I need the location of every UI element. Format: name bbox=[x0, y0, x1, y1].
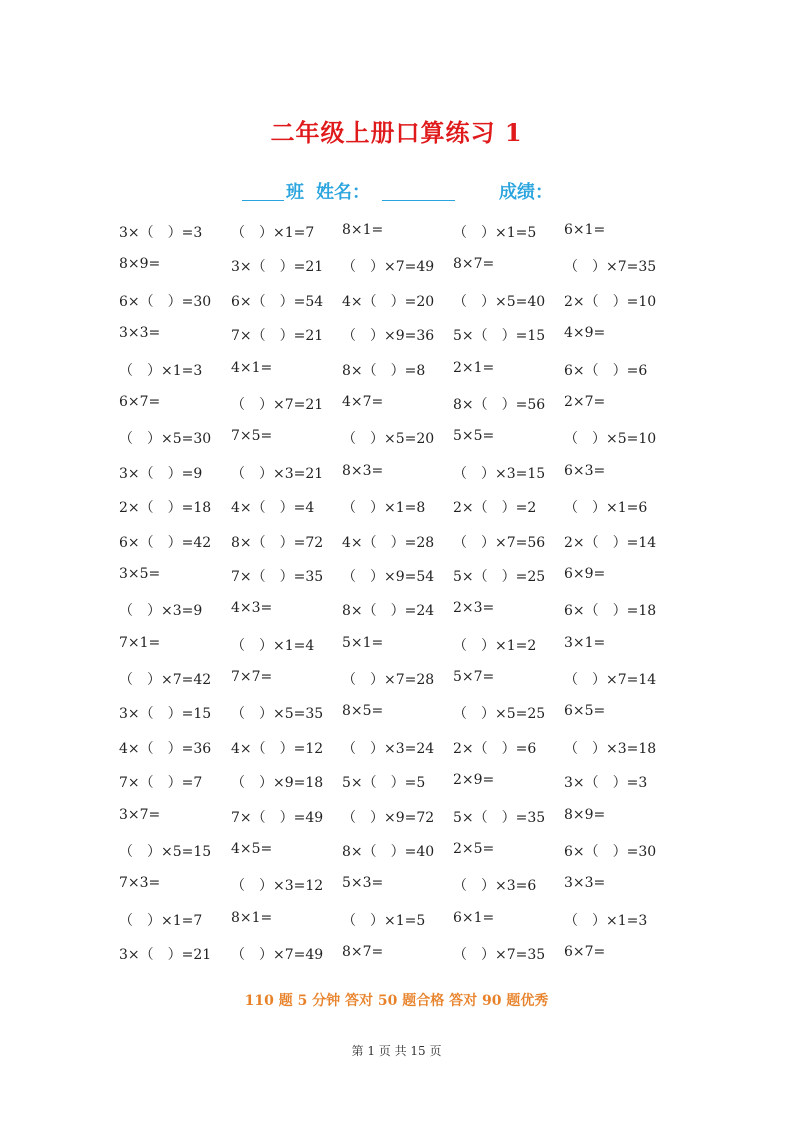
problem-row bbox=[0, 807, 793, 841]
student-info-line bbox=[0, 178, 793, 204]
problem-item: 4×（ ）=36 bbox=[119, 740, 212, 757]
problem-item: （ ）×3=24 bbox=[342, 740, 435, 757]
problem-item: 2×（ ）=2 bbox=[453, 500, 537, 517]
problem-row bbox=[0, 497, 793, 531]
name-blank[interactable] bbox=[382, 178, 455, 201]
problem-item: （ ）×3=21 bbox=[231, 465, 324, 482]
problem-item: 7×1= bbox=[119, 634, 161, 651]
problem-item: （ ）×7=42 bbox=[119, 672, 212, 689]
problem-item: （ ）×7=14 bbox=[564, 672, 657, 689]
problem-item: 4×5= bbox=[231, 841, 273, 858]
problem-row bbox=[0, 875, 793, 909]
problem-item: 5×（ ）=15 bbox=[453, 328, 546, 345]
problem-item: （ ）×7=49 bbox=[342, 259, 435, 276]
problem-row bbox=[0, 635, 793, 669]
problem-item: 6×（ ）=54 bbox=[231, 293, 324, 310]
problem-item: 6×（ ）=30 bbox=[119, 293, 212, 310]
problem-item: 8×9= bbox=[564, 806, 606, 823]
problem-row bbox=[0, 291, 793, 325]
problem-item: 3×（ ）=3 bbox=[119, 225, 203, 241]
problem-item: 6×（ ）=30 bbox=[564, 844, 657, 861]
page-number: 第 1 页 共 15 页 bbox=[351, 1044, 442, 1058]
problem-item: （ ）×1=7 bbox=[119, 912, 203, 929]
problem-row bbox=[0, 841, 793, 875]
problem-row bbox=[0, 428, 793, 462]
problem-item: 2×1= bbox=[453, 359, 495, 376]
problem-item: 6×1= bbox=[564, 222, 606, 238]
problem-item: （ ）×7=21 bbox=[231, 396, 324, 413]
problem-item: （ ）×1=3 bbox=[119, 362, 203, 379]
problem-row bbox=[0, 360, 793, 394]
problem-item: 6×1= bbox=[453, 909, 495, 926]
problem-item: 6×7= bbox=[564, 944, 606, 961]
problem-item: （ ）×7=35 bbox=[453, 947, 546, 964]
problem-item: （ ）×3=18 bbox=[564, 740, 657, 757]
problem-item: （ ）×1=4 bbox=[231, 637, 315, 654]
problem-item: 6×3= bbox=[564, 462, 606, 479]
problem-item: 7×7= bbox=[231, 669, 273, 686]
problem-item: （ ）×9=72 bbox=[342, 809, 435, 826]
problem-item: 2×（ ）=14 bbox=[564, 534, 657, 551]
problem-item: 6×（ ）=6 bbox=[564, 362, 648, 379]
page-title: 二年级上册口算练习 1 bbox=[270, 118, 523, 147]
problem-item: 5×7= bbox=[453, 669, 495, 686]
problem-item: （ ）×7=49 bbox=[231, 947, 324, 964]
problem-item: 2×（ ）=10 bbox=[564, 293, 657, 310]
problem-item: 4×1= bbox=[231, 359, 273, 376]
problem-row bbox=[0, 772, 793, 806]
problem-item: 5×3= bbox=[342, 875, 384, 892]
problem-item: 8×1= bbox=[342, 222, 384, 238]
class-label: 班 bbox=[286, 182, 304, 203]
problem-item: 2×5= bbox=[453, 841, 495, 858]
problem-item: 3×（ ）=21 bbox=[119, 947, 212, 964]
problem-item: 6×9= bbox=[564, 565, 606, 582]
problem-item: （ ）×1=2 bbox=[453, 637, 537, 654]
problem-item: 2×（ ）=18 bbox=[119, 500, 212, 517]
name-label: 姓名： bbox=[316, 182, 370, 203]
problem-row bbox=[0, 325, 793, 359]
problem-row bbox=[0, 256, 793, 290]
problem-item: （ ）×1=8 bbox=[342, 500, 426, 517]
problem-item: 2×3= bbox=[453, 600, 495, 617]
problem-item: 4×（ ）=20 bbox=[342, 293, 435, 310]
problem-item: 7×3= bbox=[119, 875, 161, 892]
problem-item: 5×（ ）=25 bbox=[453, 568, 546, 585]
problem-item: 8×（ ）=56 bbox=[453, 396, 546, 413]
score-label: 成绩： bbox=[499, 182, 553, 203]
problem-item: （ ）×7=35 bbox=[564, 259, 657, 276]
class-blank[interactable] bbox=[242, 178, 284, 201]
problem-item: 2×9= bbox=[453, 772, 495, 789]
problem-item: 7×（ ）=49 bbox=[231, 809, 324, 826]
problem-item: 8×7= bbox=[342, 944, 384, 961]
problem-item: （ ）×9=18 bbox=[231, 775, 324, 792]
problem-item: 8×（ ）=8 bbox=[342, 362, 426, 379]
problem-row bbox=[0, 600, 793, 634]
problem-item: 3×（ ）=3 bbox=[564, 775, 648, 792]
problem-item: 8×3= bbox=[342, 462, 384, 479]
problem-item: 6×5= bbox=[564, 703, 606, 720]
problem-item: （ ）×5=20 bbox=[342, 431, 435, 448]
problem-item: 7×5= bbox=[231, 428, 273, 445]
problem-item: 3×3= bbox=[119, 325, 161, 342]
problem-item: （ ）×9=54 bbox=[342, 568, 435, 585]
problem-row bbox=[0, 566, 793, 600]
problem-item: （ ）×5=15 bbox=[119, 844, 212, 861]
problem-item: 5×1= bbox=[342, 634, 384, 651]
problem-item: （ ）×5=40 bbox=[453, 293, 546, 310]
problem-item: 8×7= bbox=[453, 256, 495, 273]
problem-row bbox=[0, 669, 793, 703]
problem-item: 8×（ ）=72 bbox=[231, 534, 324, 551]
problem-item: 5×5= bbox=[453, 428, 495, 445]
problem-item: 8×5= bbox=[342, 703, 384, 720]
problem-row bbox=[0, 463, 793, 497]
problem-item: 6×7= bbox=[119, 393, 161, 410]
problem-item: 7×（ ）=21 bbox=[231, 328, 324, 345]
problem-item: 8×（ ）=40 bbox=[342, 844, 435, 861]
problem-item: 2×7= bbox=[564, 393, 606, 410]
problem-item: 8×9= bbox=[119, 256, 161, 273]
problem-item: 3×1= bbox=[564, 634, 606, 651]
problem-item: （ ）×5=10 bbox=[564, 431, 657, 448]
problem-item: 6×（ ）=18 bbox=[564, 603, 657, 620]
problem-item: （ ）×1=5 bbox=[342, 912, 426, 929]
problem-item: （ ）×5=35 bbox=[231, 706, 324, 723]
problem-item: （ ）×3=9 bbox=[119, 603, 203, 620]
problem-item: 4×（ ）=4 bbox=[231, 500, 315, 517]
problem-item: 3×（ ）=9 bbox=[119, 465, 203, 482]
problem-item: 6×（ ）=42 bbox=[119, 534, 212, 551]
problem-item: （ ）×5=25 bbox=[453, 706, 546, 723]
problem-item: 5×（ ）=5 bbox=[342, 775, 426, 792]
problem-item: 4×（ ）=28 bbox=[342, 534, 435, 551]
problem-item: （ ）×3=12 bbox=[231, 878, 324, 895]
problem-item: 5×（ ）=35 bbox=[453, 809, 546, 826]
problem-row bbox=[0, 944, 793, 978]
problem-item: 4×（ ）=12 bbox=[231, 740, 324, 757]
problem-item: 3×5= bbox=[119, 565, 161, 582]
problem-item: （ ）×7=28 bbox=[342, 672, 435, 689]
problem-item: （ ）×3=15 bbox=[453, 465, 546, 482]
problem-grid bbox=[0, 222, 793, 979]
problem-item: 7×（ ）=35 bbox=[231, 568, 324, 585]
problem-item: 8×（ ）=24 bbox=[342, 603, 435, 620]
problem-item: （ ）×3=6 bbox=[453, 878, 537, 895]
problem-item: 7×（ ）=7 bbox=[119, 775, 203, 792]
problem-item: 4×3= bbox=[231, 600, 273, 617]
problem-item: （ ）×5=30 bbox=[119, 431, 212, 448]
problem-item: 3×（ ）=21 bbox=[231, 259, 324, 276]
problem-item: 8×1= bbox=[231, 909, 273, 926]
problem-item: （ ）×1=3 bbox=[564, 912, 648, 929]
problem-item: 4×9= bbox=[564, 325, 606, 342]
problem-item: 3×7= bbox=[119, 806, 161, 823]
problem-item: （ ）×1=7 bbox=[231, 225, 315, 241]
problem-item: 4×7= bbox=[342, 393, 384, 410]
problem-row bbox=[0, 910, 793, 944]
problem-item: 3×3= bbox=[564, 875, 606, 892]
problem-item: 3×（ ）=15 bbox=[119, 706, 212, 723]
problem-row bbox=[0, 703, 793, 737]
problem-row bbox=[0, 532, 793, 566]
problem-item: （ ）×9=36 bbox=[342, 328, 435, 345]
problem-item: （ ）×7=56 bbox=[453, 534, 546, 551]
problem-item: 2×（ ）=6 bbox=[453, 740, 537, 757]
problem-row bbox=[0, 394, 793, 428]
problem-row bbox=[0, 222, 793, 256]
problem-item: （ ）×1=6 bbox=[564, 500, 648, 517]
problem-item: （ ）×1=5 bbox=[453, 225, 537, 241]
problem-row bbox=[0, 738, 793, 772]
timing-note: 110 题 5 分钟 答对 50 题合格 答对 90 题优秀 bbox=[244, 993, 549, 1009]
